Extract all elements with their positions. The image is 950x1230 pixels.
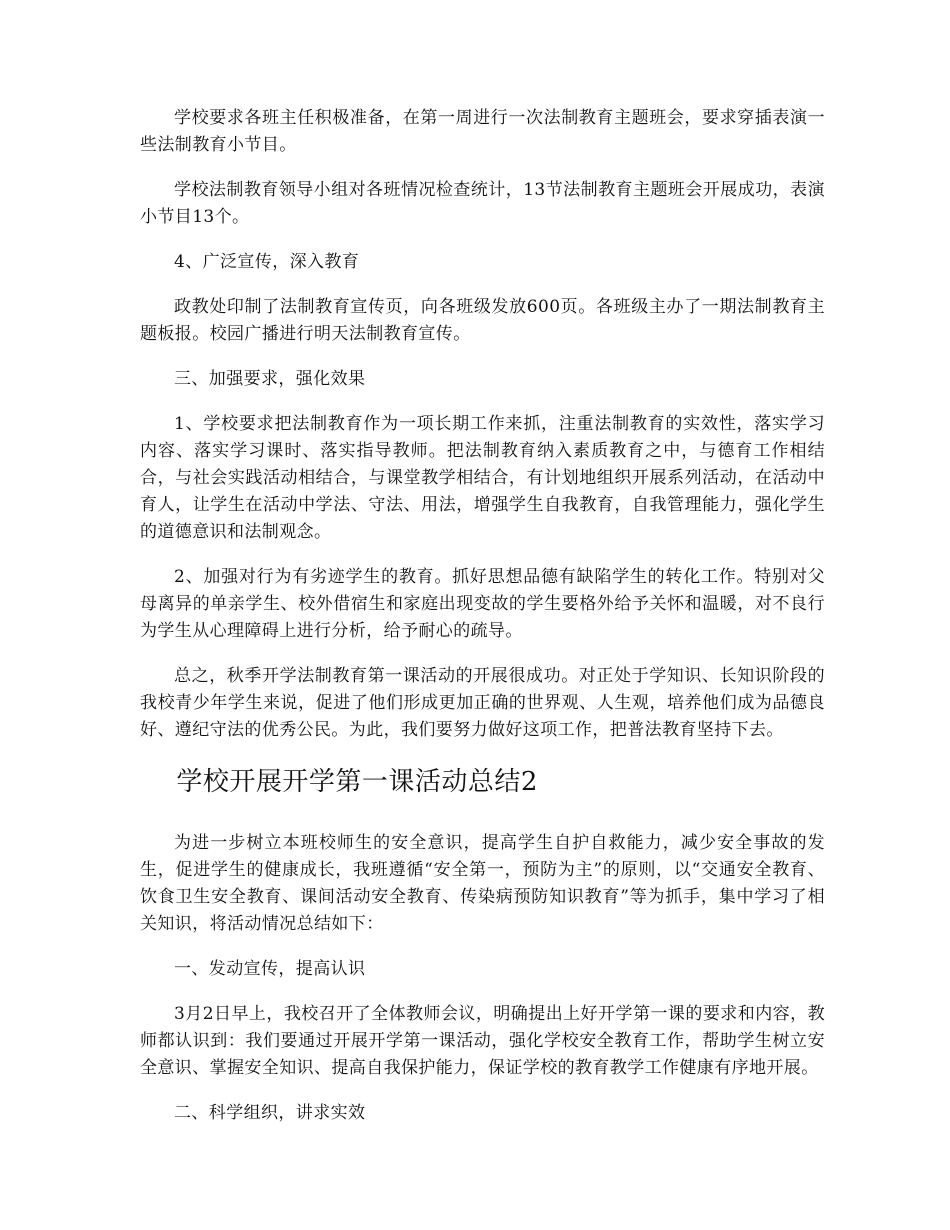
paragraph-leaflets: 政教处印制了法制教育宣传页，向各班级发放600页。各班级主办了一期法制教育主题板报。校园广播进行明天法制教育宣传。 xyxy=(140,297,825,344)
paragraph-long-term-work: 1、学校要求把法制教育作为一项长期工作来抓，注重法制教育的实效性，落实学习内容、落实学习课时、落实指导教师。把法制教育纳入素质教育之中，与德育工作相结合，与社会实践活动相结合，与课堂教学相结合，有计划地组织开展系列活动，在活动中育人，让学生在活动中学法、守法、用法，增强学生自我教育，自我管理能力，强化学生的道德意识和法制观念。 xyxy=(140,414,825,542)
subheading-scientific-organization: 二、科学组织，讲求实效 xyxy=(174,1103,366,1123)
paragraph-safety-intro: 为进一步树立本班校师生的安全意识，提高学生自护自救能力，减少安全事故的发生，促进学生的健康成长，我班遵循“安全第一，预防为主”的原则，以“交通安全教育、饮食卫生安全教育、课间活动安全教育、传染病预防知识教育”等为抓手，集中学习了相关知识，将活动情况总结如下： xyxy=(140,833,825,934)
paragraph-class-meeting: 学校要求各班主任积极准备，在第一周进行一次法制教育主题班会，要求穿插表演一些法制教育小节目。 xyxy=(140,108,825,155)
paragraph-conclusion: 总之，秋季开学法制教育第一课活动的开展很成功。对正处于学知识、长知识阶段的我校青少年学生来说，促进了他们形成更加正确的世界观、人生观，培养他们成为品德良好、遵纪守法的优秀公民。为此，我们要努力做好这项工作，把普法教育坚持下去。 xyxy=(140,666,825,740)
subheading-mobilize: 一、发动宣传，提高认识 xyxy=(174,959,366,979)
subheading-strengthen-requirements: 三、加强要求，强化效果 xyxy=(174,369,366,389)
subheading-publicity: 4、广泛宣传，深入教育 xyxy=(174,252,360,272)
paragraph-student-guidance: 2、加强对行为有劣迹学生的教育。抓好思想品德有缺陷学生的转化工作。特别对父母离异的单亲学生、校外借宿生和家庭出现变故的学生要格外给予关怀和温暖，对不良行为学生从心理障碍上进行分析，给予耐心的疏导。 xyxy=(140,567,825,641)
paragraph-teacher-meeting: 3月2日早上，我校召开了全体教师会议，明确提出上好开学第一课的要求和内容，教师都认识到：我们要通过开展开学第一课活动，强化学校安全教育工作，帮助学生树立安全意识、掌握安全知识、提高自我保护能力，保证学校的教育教学工作健康有序地开展。 xyxy=(140,1004,825,1078)
section-heading-2: 学校开展开学第一课活动总结2 xyxy=(176,767,538,797)
paragraph-inspection-stats: 学校法制教育领导小组对各班情况检查统计，13节法制教育主题班会开展成功，表演小节目13个。 xyxy=(140,180,825,227)
